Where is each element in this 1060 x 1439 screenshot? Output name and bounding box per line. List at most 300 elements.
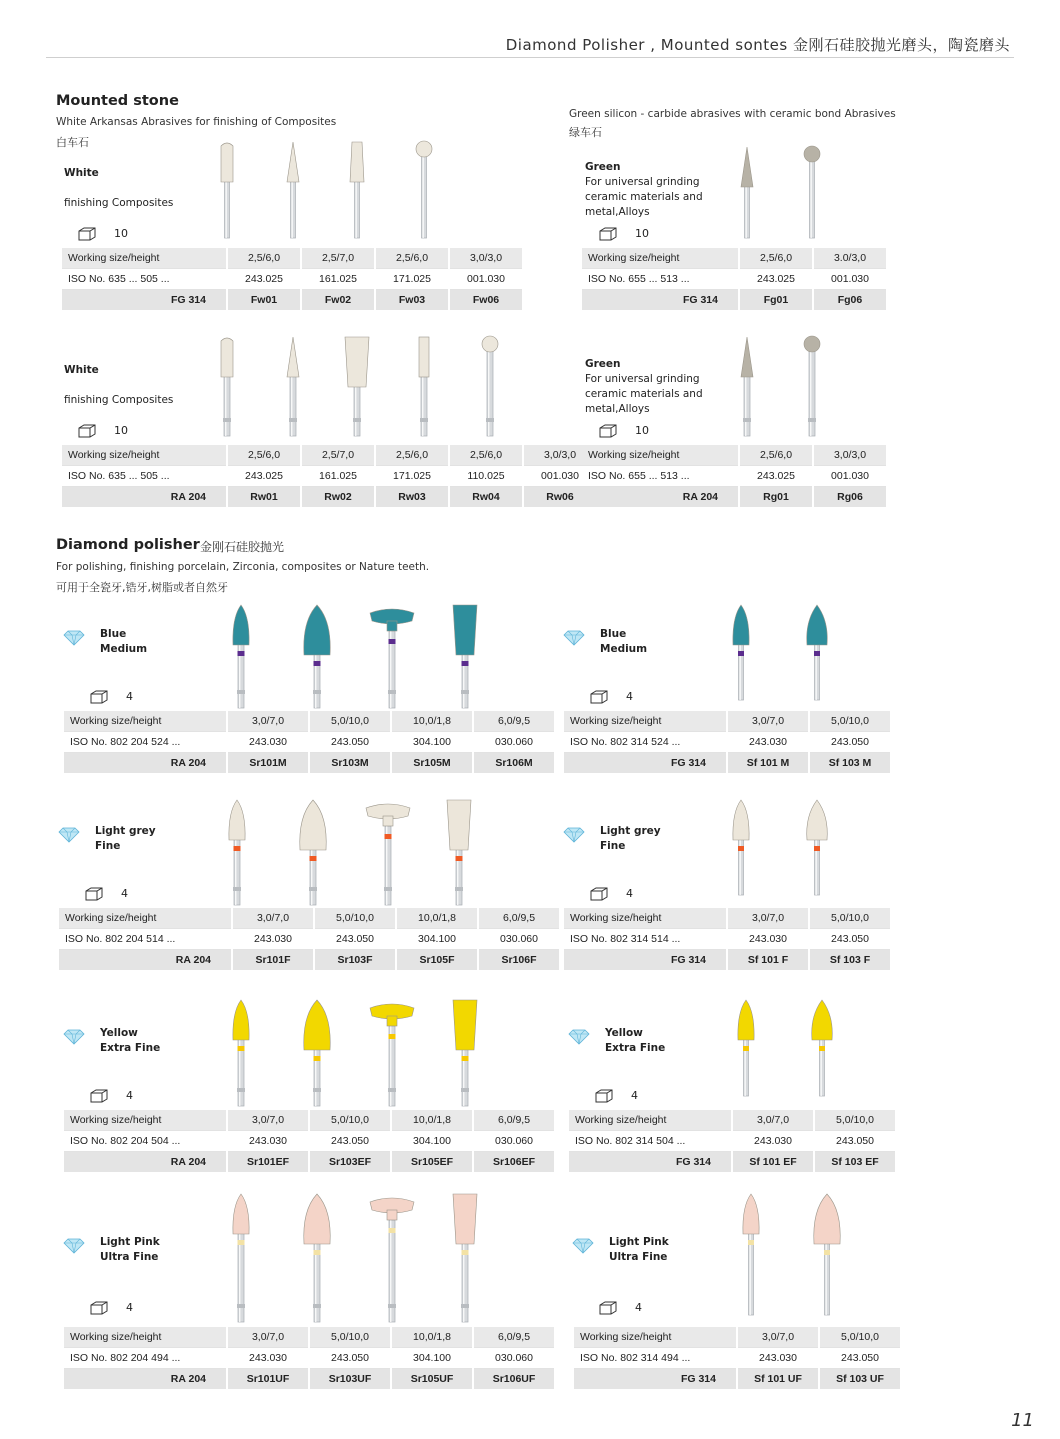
spec-cell: Sr105F — [397, 950, 477, 970]
row-header: Working size/height — [59, 908, 231, 928]
spec-cell: 10,0/1,8 — [392, 1110, 472, 1130]
working-size-row — [64, 1327, 554, 1347]
tool-image-sr105f — [358, 798, 418, 905]
product-grit-label: Extra Fine — [100, 1042, 161, 1054]
mounted-stone-title: Mounted stone — [56, 93, 179, 109]
tool-image-sr101m — [211, 603, 271, 708]
spec-cell: 5,0/10,0 — [810, 711, 890, 731]
spec-cell: Rg01 — [740, 487, 812, 507]
spec-cell: 2,5/6,0 — [740, 445, 812, 465]
spec-cell: 3,0/7,0 — [228, 1110, 308, 1130]
tool-image-sr105ef — [362, 998, 422, 1106]
tool-image-rg01 — [717, 335, 777, 436]
spec-cell: 243.050 — [810, 928, 890, 950]
spec-table — [580, 445, 888, 507]
spec-cell: 304.100 — [392, 731, 472, 753]
tool-image-sr101ef — [211, 998, 271, 1106]
row-header: Working size/height — [64, 1110, 226, 1130]
product-grit-label: Fine — [600, 840, 626, 852]
diamond-polisher-title-chinese: 金刚石硅胶抛光 — [200, 540, 285, 554]
header-divider — [46, 57, 1014, 58]
iso-number-row — [574, 1347, 900, 1369]
diamond-icon — [63, 1239, 85, 1253]
iso-number-row — [582, 465, 886, 487]
product-grit-label: finishing Composites — [64, 197, 174, 209]
row-header: FG 314 — [564, 950, 726, 970]
package-box-icon — [599, 1301, 617, 1315]
row-header: ISO No. 802 204 494 ... — [64, 1347, 226, 1369]
mounted-left-description: White Arkansas Abrasives for finishing of Composites — [56, 116, 337, 128]
package-quantity: 4 — [126, 1089, 133, 1102]
spec-cell: Sf 103 M — [810, 753, 890, 773]
diamond-icon — [58, 828, 80, 842]
spec-cell: 3.0/3,0 — [814, 248, 886, 268]
spec-cell: 243.050 — [310, 1130, 390, 1152]
row-header: FG 314 — [582, 290, 738, 310]
product-code-row — [582, 487, 886, 507]
package-box-icon — [85, 887, 103, 901]
spec-cell: Sr103EF — [310, 1152, 390, 1172]
spec-cell: Fw02 — [302, 290, 374, 310]
spec-cell: 243.025 — [228, 268, 300, 290]
product-code-row — [582, 290, 886, 310]
spec-cell: Sf 101 EF — [733, 1152, 813, 1172]
spec-cell: 2,5/7,0 — [302, 248, 374, 268]
spec-cell: 243.030 — [728, 928, 808, 950]
row-header: Working size/height — [574, 1327, 736, 1347]
spec-cell: Sr106UF — [474, 1369, 554, 1389]
spec-cell: 001.030 — [524, 465, 596, 487]
product-color-label: Light grey — [95, 825, 156, 837]
spec-cell: Fw03 — [376, 290, 448, 310]
product-color-label: Yellow — [605, 1027, 643, 1039]
row-header: FG 314 — [569, 1152, 731, 1172]
working-size-row — [62, 445, 596, 465]
tool-image-sf103ef — [792, 998, 852, 1096]
product-code-row — [64, 1369, 554, 1389]
package-quantity: 10 — [114, 424, 128, 437]
row-header: Working size/height — [64, 711, 226, 731]
spec-cell: 5,0/10,0 — [810, 908, 890, 928]
spec-cell: 2,5/6,0 — [740, 248, 812, 268]
iso-number-row — [62, 268, 522, 290]
spec-cell: 304.100 — [397, 928, 477, 950]
spec-cell: 2,5/6,0 — [228, 248, 300, 268]
diamond-icon — [572, 1239, 594, 1253]
product-grit-label: Medium — [100, 643, 148, 655]
row-header: FG 314 — [564, 753, 726, 773]
tool-image-sr106ef — [435, 998, 495, 1106]
tool-image-sr105m — [362, 603, 422, 708]
working-size-row — [564, 711, 890, 731]
spec-cell: 243.050 — [810, 731, 890, 753]
spec-cell: Sr105M — [392, 753, 472, 773]
package-quantity: 4 — [626, 690, 633, 703]
diamond-polisher-description: For polishing, finishing porcelain, Zirconia, composites or Nature teeth. — [56, 561, 430, 573]
row-header: ISO No. 802 314 494 ... — [574, 1347, 736, 1369]
tool-image-fw02 — [263, 140, 323, 238]
package-box-icon — [90, 690, 108, 704]
product-color-label: Light Pink — [100, 1236, 160, 1248]
product-grit-label: For universal grinding ceramic materials and metal,Alloys — [585, 373, 703, 415]
product-color-label: Blue — [600, 628, 627, 640]
product-code-row — [64, 753, 554, 773]
row-header: RA 204 — [59, 950, 231, 970]
product-code-row — [564, 753, 890, 773]
spec-cell: 3,0/7,0 — [728, 711, 808, 731]
spec-table — [62, 1110, 556, 1172]
spec-cell: Fg01 — [740, 290, 812, 310]
tool-image-sr101f — [207, 798, 267, 905]
working-size-row — [59, 908, 559, 928]
spec-cell: Rw03 — [376, 487, 448, 507]
spec-cell: 5,0/10,0 — [820, 1327, 900, 1347]
spec-table — [572, 1327, 902, 1389]
spec-cell: 030.060 — [479, 928, 559, 950]
working-size-row — [582, 248, 886, 268]
product-color-label: Green — [585, 161, 621, 173]
spec-cell: 243.030 — [733, 1130, 813, 1152]
working-size-row — [569, 1110, 895, 1130]
spec-table — [60, 445, 598, 507]
row-header: RA 204 — [64, 1369, 226, 1389]
spec-cell: 243.050 — [310, 1347, 390, 1369]
spec-cell: Sf 103 UF — [820, 1369, 900, 1389]
product-code-row — [59, 950, 559, 970]
spec-cell: Sf 101 F — [728, 950, 808, 970]
spec-cell: 6,0/9,5 — [474, 1110, 554, 1130]
spec-cell: Sr103M — [310, 753, 390, 773]
tool-image-rw06 — [460, 335, 520, 436]
product-color-label: Light Pink — [609, 1236, 669, 1248]
spec-cell: 2,5/7,0 — [302, 445, 374, 465]
diamond-polisher-description-chinese: 可用于全瓷牙,锆牙,树脂或者自然牙 — [56, 581, 228, 594]
product-grit-label: Medium — [600, 643, 648, 655]
row-header: ISO No. 655 ... 513 ... — [582, 268, 738, 290]
working-size-row — [574, 1327, 900, 1347]
spec-cell: Sr105EF — [392, 1152, 472, 1172]
product-grit-label: Ultra Fine — [609, 1251, 668, 1263]
tool-image-sf101m — [711, 603, 771, 700]
spec-cell: 6,0/9,5 — [479, 908, 559, 928]
tool-image-sf103f — [787, 798, 847, 895]
diamond-polisher-title: Diamond polisher — [56, 537, 200, 553]
spec-table — [62, 1327, 556, 1389]
spec-cell: Sr105UF — [392, 1369, 472, 1389]
row-header: ISO No. 802 314 514 ... — [564, 928, 726, 950]
working-size-row — [64, 1110, 554, 1130]
spec-cell: 243.025 — [228, 465, 300, 487]
tool-image-sf103uf — [797, 1192, 857, 1315]
spec-cell: Sf 101 UF — [738, 1369, 818, 1389]
spec-cell: 243.030 — [228, 1130, 308, 1152]
product-color-label: Light grey — [600, 825, 661, 837]
spec-cell: 3,0/7,0 — [233, 908, 313, 928]
spec-table — [562, 711, 892, 773]
working-size-row — [62, 248, 522, 268]
tool-image-sr106f — [429, 798, 489, 905]
spec-cell: Sr103F — [315, 950, 395, 970]
spec-cell: 10,0/1,8 — [392, 1327, 472, 1347]
package-box-icon — [78, 424, 96, 438]
tool-image-sf101uf — [721, 1192, 781, 1315]
row-header: Working size/height — [62, 445, 226, 465]
diamond-icon — [568, 1030, 590, 1044]
product-grit-label: Extra Fine — [605, 1042, 666, 1054]
package-box-icon — [595, 1089, 613, 1103]
row-header: Working size/height — [569, 1110, 731, 1130]
working-size-row — [64, 711, 554, 731]
row-header: RA 204 — [62, 487, 226, 507]
spec-cell: 304.100 — [392, 1130, 472, 1152]
product-grit-label: For universal grinding ceramic materials and metal,Alloys — [585, 176, 703, 218]
tool-image-fw06 — [394, 140, 454, 238]
page-number: 11 — [1011, 1410, 1034, 1431]
spec-cell: Sf 103 EF — [815, 1152, 895, 1172]
spec-cell: Sr103UF — [310, 1369, 390, 1389]
spec-cell: 2,5/6,0 — [450, 445, 522, 465]
row-header: Working size/height — [64, 1327, 226, 1347]
tool-image-fg01 — [717, 145, 777, 238]
spec-cell: 243.030 — [228, 731, 308, 753]
row-header: ISO No. 635 ... 505 ... — [62, 268, 226, 290]
tool-image-sr103m — [287, 603, 347, 708]
spec-cell: 110.025 — [450, 465, 522, 487]
row-header: Working size/height — [582, 445, 738, 465]
spec-table — [580, 248, 888, 310]
page-header-title: Diamond Polisher , Mounted sontes 金刚石硅胶抛光磨头，陶瓷磨头 — [505, 36, 1010, 54]
spec-cell: 10,0/1,8 — [397, 908, 477, 928]
spec-cell: 3,0/7,0 — [228, 711, 308, 731]
iso-number-row — [582, 268, 886, 290]
spec-cell: 001.030 — [450, 268, 522, 290]
package-quantity: 10 — [635, 227, 649, 240]
tool-image-sr103uf — [287, 1192, 347, 1322]
spec-cell: 3,0/3,0 — [814, 445, 886, 465]
row-header: ISO No. 802 204 514 ... — [59, 928, 231, 950]
tool-image-sf103m — [787, 603, 847, 700]
iso-number-row — [564, 928, 890, 950]
row-header: ISO No. 655 ... 513 ... — [582, 465, 738, 487]
spec-cell: 5,0/10,0 — [310, 1327, 390, 1347]
tool-image-fw01 — [197, 140, 257, 238]
product-code-row — [62, 487, 596, 507]
tool-image-fw03 — [327, 140, 387, 238]
spec-table — [60, 248, 524, 310]
package-quantity: 4 — [121, 887, 128, 900]
spec-cell: Rw01 — [228, 487, 300, 507]
iso-number-row — [569, 1130, 895, 1152]
spec-cell: Sr106EF — [474, 1152, 554, 1172]
mounted-left-chinese: 白车石 — [56, 136, 89, 149]
product-color-label: White — [64, 364, 99, 376]
spec-cell: Fw06 — [450, 290, 522, 310]
row-header: RA 204 — [64, 1152, 226, 1172]
row-header: ISO No. 635 ... 505 ... — [62, 465, 226, 487]
spec-cell: Rw04 — [450, 487, 522, 507]
iso-number-row — [64, 1347, 554, 1369]
tool-image-sr103f — [283, 798, 343, 905]
product-grit-label: Ultra Fine — [100, 1251, 159, 1263]
product-grit-label: Fine — [95, 840, 121, 852]
spec-cell: 030.060 — [474, 1130, 554, 1152]
row-header: RA 204 — [582, 487, 738, 507]
spec-table — [567, 1110, 897, 1172]
package-box-icon — [599, 227, 617, 241]
product-color-label: Blue — [100, 628, 127, 640]
spec-cell: 243.050 — [815, 1130, 895, 1152]
row-header: FG 314 — [62, 290, 226, 310]
product-color-label: Yellow — [100, 1027, 138, 1039]
package-box-icon — [78, 227, 96, 241]
spec-cell: 6,0/9,5 — [474, 1327, 554, 1347]
row-header: Working size/height — [62, 248, 226, 268]
tool-image-rw03 — [327, 335, 387, 436]
spec-cell: Sr106F — [479, 950, 559, 970]
working-size-row — [582, 445, 886, 465]
spec-cell: 243.050 — [820, 1347, 900, 1369]
spec-cell: 3,0/3,0 — [524, 445, 596, 465]
spec-table — [562, 908, 892, 970]
tool-image-rw02 — [263, 335, 323, 436]
iso-number-row — [64, 1130, 554, 1152]
tool-image-sf101ef — [716, 998, 776, 1096]
package-box-icon — [590, 887, 608, 901]
spec-cell: 243.025 — [740, 268, 812, 290]
spec-cell: 001.030 — [814, 268, 886, 290]
row-header: Working size/height — [564, 711, 726, 731]
package-box-icon — [90, 1089, 108, 1103]
spec-cell: 030.060 — [474, 731, 554, 753]
spec-cell: 2,5/6,0 — [376, 248, 448, 268]
spec-cell: 2,5/6,0 — [376, 445, 448, 465]
tool-image-sr105uf — [362, 1192, 422, 1322]
product-color-label: Green — [585, 358, 621, 370]
product-code-row — [564, 950, 890, 970]
tool-image-sr103ef — [287, 998, 347, 1106]
row-header: ISO No. 802 314 524 ... — [564, 731, 726, 753]
tool-image-sr101uf — [211, 1192, 271, 1322]
row-header: Working size/height — [564, 908, 726, 928]
row-header: Working size/height — [582, 248, 738, 268]
package-quantity: 4 — [626, 887, 633, 900]
spec-cell: 243.030 — [233, 928, 313, 950]
diamond-icon — [563, 631, 585, 645]
spec-cell: 243.050 — [315, 928, 395, 950]
row-header: RA 204 — [64, 753, 226, 773]
spec-cell: 243.030 — [728, 731, 808, 753]
package-quantity: 4 — [126, 690, 133, 703]
spec-cell: 161.025 — [302, 268, 374, 290]
package-box-icon — [599, 424, 617, 438]
iso-number-row — [64, 731, 554, 753]
spec-cell: 3,0/7,0 — [228, 1327, 308, 1347]
product-code-row — [574, 1369, 900, 1389]
tool-image-sr106m — [435, 603, 495, 708]
tool-image-fg06 — [782, 145, 842, 238]
spec-cell: Sr101UF — [228, 1369, 308, 1389]
spec-cell: 171.025 — [376, 268, 448, 290]
spec-cell: Sr101M — [228, 753, 308, 773]
iso-number-row — [62, 465, 596, 487]
spec-cell: 243.030 — [738, 1347, 818, 1369]
product-code-row — [64, 1152, 554, 1172]
spec-cell: Sr106M — [474, 753, 554, 773]
spec-cell: 030.060 — [474, 1347, 554, 1369]
working-size-row — [564, 908, 890, 928]
spec-cell: 304.100 — [392, 1347, 472, 1369]
tool-image-rg06 — [782, 335, 842, 436]
package-box-icon — [590, 690, 608, 704]
spec-cell: 243.025 — [740, 465, 812, 487]
spec-cell: Fw01 — [228, 290, 300, 310]
spec-table — [57, 908, 561, 970]
spec-cell: 171.025 — [376, 465, 448, 487]
spec-cell: Sf 103 F — [810, 950, 890, 970]
tool-image-sf101f — [711, 798, 771, 895]
spec-cell: 243.050 — [310, 731, 390, 753]
spec-cell: 2,5/6,0 — [228, 445, 300, 465]
spec-cell: Rw06 — [524, 487, 596, 507]
row-header: ISO No. 802 204 504 ... — [64, 1130, 226, 1152]
spec-cell: 10,0/1,8 — [392, 711, 472, 731]
spec-cell: 3,0/7,0 — [728, 908, 808, 928]
spec-cell: 6,0/9,5 — [474, 711, 554, 731]
spec-cell: Sf 101 M — [728, 753, 808, 773]
spec-cell: Fg06 — [814, 290, 886, 310]
tool-image-sr106uf — [435, 1192, 495, 1322]
spec-cell: 3,0/7,0 — [738, 1327, 818, 1347]
product-color-label: White — [64, 167, 99, 179]
package-quantity: 10 — [114, 227, 128, 240]
spec-cell: 5,0/10,0 — [815, 1110, 895, 1130]
spec-cell: Sr101F — [233, 950, 313, 970]
spec-cell: Sr101EF — [228, 1152, 308, 1172]
row-header: ISO No. 802 204 524 ... — [64, 731, 226, 753]
package-quantity: 4 — [631, 1089, 638, 1102]
spec-cell: 5,0/10,0 — [310, 1110, 390, 1130]
package-quantity: 4 — [126, 1301, 133, 1314]
row-header: FG 314 — [574, 1369, 736, 1389]
spec-cell: Rw02 — [302, 487, 374, 507]
diamond-icon — [563, 828, 585, 842]
tool-image-rw01 — [197, 335, 257, 436]
spec-table — [62, 711, 556, 773]
spec-cell: 161.025 — [302, 465, 374, 487]
product-code-row — [569, 1152, 895, 1172]
spec-cell: 001.030 — [814, 465, 886, 487]
package-quantity: 10 — [635, 424, 649, 437]
package-quantity: 4 — [635, 1301, 642, 1314]
tool-image-rw04 — [394, 335, 454, 436]
mounted-right-description: Green silicon - carbide abrasives with ceramic bond Abrasives — [569, 108, 896, 120]
product-grit-label: finishing Composites — [64, 394, 174, 406]
iso-number-row — [59, 928, 559, 950]
iso-number-row — [564, 731, 890, 753]
spec-cell: 3,0/3,0 — [450, 248, 522, 268]
product-code-row — [62, 290, 522, 310]
spec-cell: 5,0/10,0 — [315, 908, 395, 928]
spec-cell: 3,0/7,0 — [733, 1110, 813, 1130]
spec-cell: 243.030 — [228, 1347, 308, 1369]
spec-cell: 5,0/10,0 — [310, 711, 390, 731]
mounted-right-chinese: 绿车石 — [569, 126, 602, 139]
diamond-icon — [63, 631, 85, 645]
spec-cell: Rg06 — [814, 487, 886, 507]
package-box-icon — [90, 1301, 108, 1315]
diamond-icon — [63, 1030, 85, 1044]
row-header: ISO No. 802 314 504 ... — [569, 1130, 731, 1152]
